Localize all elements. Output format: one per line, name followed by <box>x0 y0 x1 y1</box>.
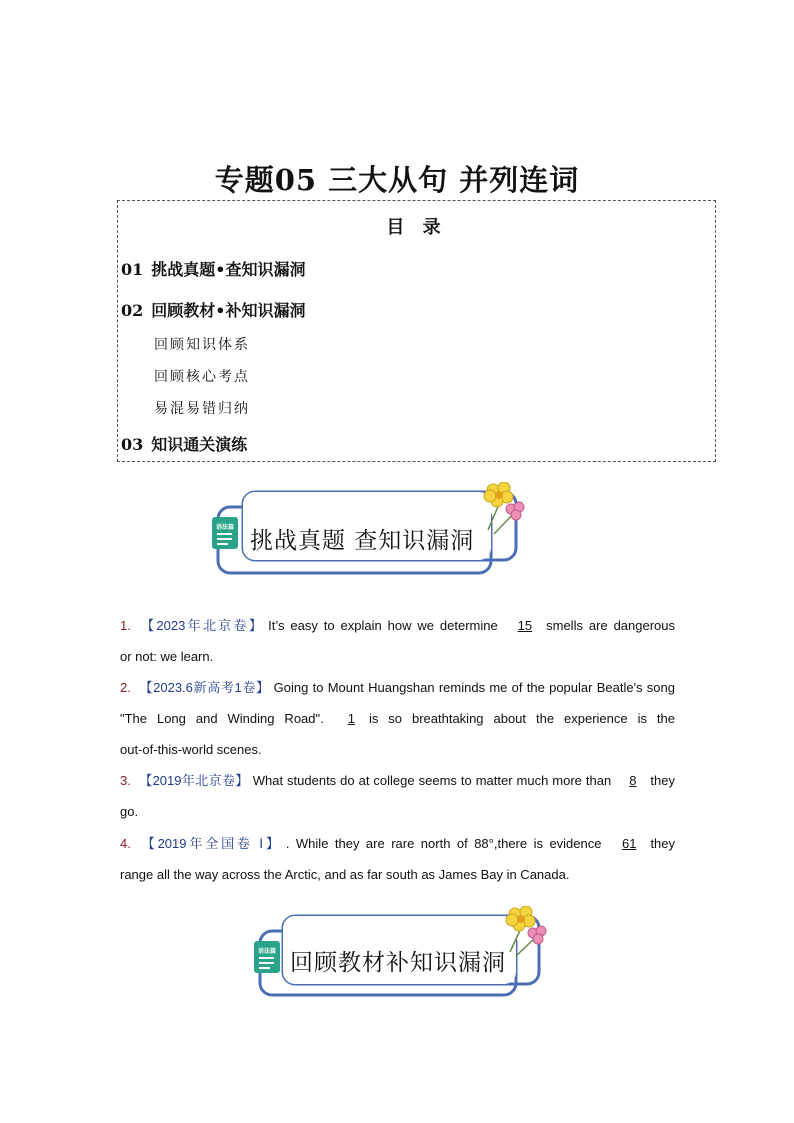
answer-blank[interactable]: 1 <box>347 711 355 726</box>
question-text: out-of-this-world scenes. <box>120 742 262 757</box>
question-line <box>120 765 675 796</box>
toc-item-number: 03 <box>121 435 144 454</box>
question-text: . While they are rare north of 88°,there is evidence <box>285 836 608 851</box>
question-number: 1. <box>120 618 131 633</box>
question-text: go. <box>120 804 139 819</box>
question-line <box>120 610 675 641</box>
question-text: What students do at college seems to matter much more than <box>252 773 616 788</box>
section-banner-1 <box>210 482 530 582</box>
question-source: 【2019年全国卷 Ⅰ】 <box>138 836 282 851</box>
question-line <box>120 828 675 859</box>
question-4 <box>120 828 675 890</box>
question-text: range all the way across the Arctic, and as far south as James Bay in Canada. <box>120 867 570 882</box>
question-number: 4. <box>120 836 131 851</box>
question-3 <box>120 765 675 827</box>
question-text: Going to Mount Huangshan reminds me of the popular Beatle's song <box>273 680 675 695</box>
page-title: 专题05 三大从句 并列连词 <box>214 163 580 197</box>
banner-title: 回顾教材补知识漏洞 <box>290 950 506 976</box>
toc-item-label: 挑战真题•查知识漏洞 <box>151 260 306 279</box>
toc-item-number: 01 <box>121 260 144 279</box>
question-text: or not: we learn. <box>120 649 214 664</box>
table-of-contents <box>117 200 716 462</box>
toc-item-label: 知识通关演练 <box>151 435 248 454</box>
question-text: they <box>650 836 676 851</box>
section-banner-2 <box>252 906 552 1006</box>
toc-item-number: 02 <box>121 301 144 320</box>
question-number: 2. <box>120 680 131 695</box>
question-text: smells are dangerous <box>546 618 676 633</box>
question-source: 【2019年北京卷】 <box>138 773 249 788</box>
question-1 <box>120 610 675 672</box>
toc-subitem[interactable]: 回顾核心考点 <box>154 369 250 385</box>
question-text: It’s easy to explain how we determine <box>268 618 504 633</box>
toc-subitem[interactable]: 回顾知识体系 <box>154 337 250 353</box>
banner-title: 挑战真题 查知识漏洞 <box>250 528 475 554</box>
toc-item-01[interactable] <box>121 257 306 280</box>
toc-heading: 目 录 <box>386 217 447 238</box>
toc-item-label: 回顾教材•补知识漏洞 <box>151 301 306 320</box>
question-text: they <box>650 773 675 788</box>
question-source: 【2023年北京卷】 <box>138 618 265 633</box>
question-line <box>120 672 675 703</box>
answer-blank[interactable]: 61 <box>621 836 637 851</box>
banner-tag: 语法篇 <box>216 524 235 531</box>
question-line <box>120 703 675 734</box>
question-text: is so breathtaking about the experience is the <box>368 711 675 726</box>
banner-tag: 语法篇 <box>258 948 277 955</box>
question-text: "The Long and Winding Road". <box>120 711 334 726</box>
toc-subitem[interactable]: 易混易错归纳 <box>154 401 250 417</box>
answer-blank[interactable]: 8 <box>629 773 637 788</box>
question-2 <box>120 672 675 765</box>
answer-blank[interactable]: 15 <box>517 618 533 633</box>
toc-item-02[interactable] <box>121 298 306 321</box>
toc-item-03[interactable] <box>121 432 247 455</box>
question-source: 【2023.6新高考1卷】 <box>138 680 270 695</box>
question-number: 3. <box>120 773 131 788</box>
